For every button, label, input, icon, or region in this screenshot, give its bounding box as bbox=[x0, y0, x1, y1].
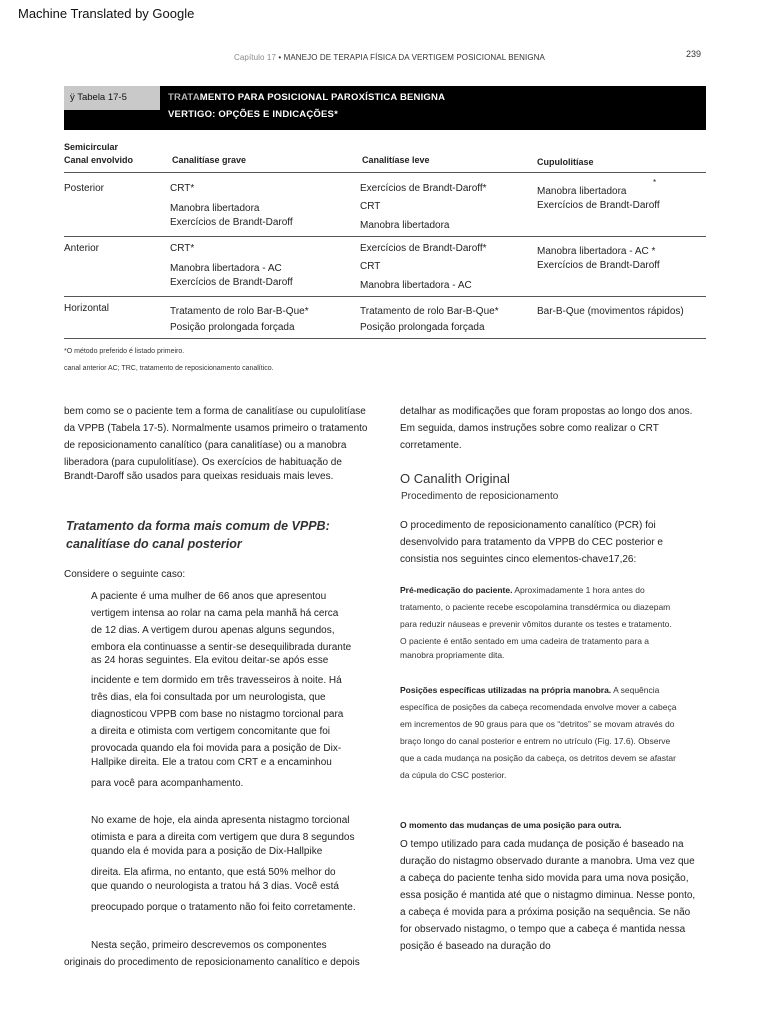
row-posterior-grave-3: Exercícios de Brandt-Daroff bbox=[170, 217, 293, 228]
row-posterior-cupulo-mark: * bbox=[653, 178, 657, 187]
row-posterior-leve-1: Exercícios de Brandt-Daroff* bbox=[360, 183, 487, 194]
table-title-line1 bbox=[168, 92, 445, 103]
machine-translated-label: Machine Translated by Google bbox=[18, 6, 195, 21]
row-posterior-canal: Posterior bbox=[64, 183, 105, 194]
timing-paragraph: O tempo utilizado para cada mudança de posição é baseado na duração do nistagmo observado durante a manobra. Uma vez que a cabeça do paciente tenha sido movida para uma nova posição, essa posição é mantida até que o nistagmo diminua. Nesse ponto, a cabeça é movida para a próxima posição na sequência. Se não for observado nistagmo, o tempo que a cabeça é mantida nessa posição é baseado na duração do bbox=[400, 839, 696, 952]
right-intro-paragraph: detalhar as modificações que foram propostas ao longo dos anos. Em seguida, damos instruções sobre como realizar o CRT corretamente. bbox=[400, 406, 693, 451]
consider-case-text: Considere o seguinte caso: bbox=[64, 569, 186, 580]
row-anterior-cupulo-1: Manobra libertadora - AC * bbox=[537, 246, 656, 257]
row-anterior-grave-3: Exercícios de Brandt-Daroff bbox=[170, 277, 293, 288]
table-label: ÿ Tabela 17-5 bbox=[70, 92, 127, 103]
row-anterior-leve-3: Manobra libertadora - AC bbox=[360, 280, 472, 291]
row-anterior-grave-1: CRT* bbox=[170, 243, 195, 254]
table-bottom-rule bbox=[64, 338, 706, 339]
premedication-paragraph: Pré-medicação do paciente. Aproximadamente 1 hora antes do tratamento, o paciente recebe escopolamina transdérmica ou diazepam para reduzir náuseas e prevenir vômitos durante os testes e tratamento. O paciente é então sentado em uma cadeira de tratamento para a manobra propriamente dita. bbox=[400, 585, 672, 660]
row-horizontal-canal: Horizontal bbox=[64, 303, 110, 314]
row-anterior-canal: Anterior bbox=[64, 243, 100, 254]
col-header-canal: Semicircular Canal envolvido bbox=[64, 142, 134, 165]
section-intro-paragraph: Nesta seção, primeiro descrevemos os componentes originais do procedimento de reposicionamento canalítico e depois bbox=[64, 940, 360, 968]
table-title-rest: MENTO PARA POSICIONAL PAROXÍSTICA BENIGNA bbox=[199, 92, 446, 103]
table-title-line2: VERTIGO: OPÇÕES E INDICAÇÕES* bbox=[168, 109, 338, 120]
table-header-rule bbox=[64, 172, 706, 173]
col-header-leve: Canalitíase leve bbox=[362, 155, 430, 165]
exam-paragraph: No exame de hoje, ela ainda apresenta nistagmo torcional otimista e para a direita com vertigem que dura 8 segundos quando ela é movida para a posição de Dix-Hallpike direita. Ela afirma, no entanto, que está 50% melhor do que quando o neurologista a tratou há 3 dias. Você está preocupado porque o tratamento não foi feito corretamente. bbox=[91, 815, 356, 913]
table-footnote-2: canal anterior AC; TRC, tratamento de reposicionamento canalítico. bbox=[64, 365, 274, 372]
row-anterior-cupulo-2: Exercícios de Brandt-Daroff bbox=[537, 260, 660, 271]
positions-heading: Posições específicas utilizadas na própria manobra. bbox=[400, 685, 612, 695]
left-intro-paragraph: bem como se o paciente tem a forma de canalitíase ou cupulolitíase da VPPB (Tabela 17-5). Normalmente usamos primeiro o tratamento de reposicionamento canalítico (para canalitíase) ou a manobra liberadora (para cupulolitíase). Os exercícios de habituação de Brandt-Daroff são usados para queixas residuais mais leves. bbox=[64, 406, 368, 482]
section-heading-canalith: O Canalith Original bbox=[400, 471, 510, 486]
positions-paragraph: Posições específicas utilizadas na própria manobra. A sequência específica de posições da cabeça recomendada envolve mover a cabeça em incrementos de 90 graus para que os “detritos” se movam através do braço longo do canal posterior e entrem no utrículo (Fig. 17.6). Observe que a cada mudança na posição da cabeça, os detritos devem se afastar da cúpula do CSC posterior. bbox=[400, 685, 677, 780]
row-posterior-leve-3: Manobra libertadora bbox=[360, 220, 450, 231]
case-paragraph: A paciente é uma mulher de 66 anos que apresentou vertigem intensa ao rolar na cama pela manhã há cerca de 12 dias. A vertigem durou apenas alguns segundos, embora ela continuasse a sentir-se desequilibrada durante as 24 horas seguintes. Ela evitou deitar-se após esse incidente e tem dormido em três travesseiros à noite. Há três dias, ela foi consultada por um neurologista, que diagnosticou VPPB com base no nistagmo torcional para a direita e otimista com vertigem concomitante que foi provocada quando ela foi movida para a posição de Dix- Hallpike direita. Ele a tratou com CRT e a encaminhou para você para acompanhamento. bbox=[91, 591, 352, 789]
row-horizontal-grave-1: Tratamento de rolo Bar-B-Que* bbox=[170, 306, 309, 317]
col-header-grave: Canalitíase grave bbox=[172, 155, 247, 165]
section-subheading: Procedimento de reposicionamento bbox=[401, 491, 559, 502]
row-anterior-leve-1: Exercícios de Brandt-Daroff* bbox=[360, 243, 487, 254]
running-title: • MANEJO DE TERAPIA FÍSICA DA VERTIGEM POSICIONAL BENIGNA bbox=[276, 53, 545, 62]
col-header-cupulo: Cupulolitíase bbox=[537, 157, 594, 167]
premedication-heading: Pré-medicação do paciente. bbox=[400, 585, 513, 595]
row-posterior-cupulo-2: Exercícios de Brandt-Daroff bbox=[537, 200, 660, 211]
table-title-highlight: TRATA bbox=[168, 92, 200, 103]
row-horizontal-leve-1: Tratamento de rolo Bar-B-Que* bbox=[360, 306, 499, 317]
row-posterior-grave-2: Manobra libertadora bbox=[170, 203, 260, 214]
page-number: 239 bbox=[686, 49, 702, 59]
chapter-label: Capítulo 17 bbox=[234, 53, 277, 62]
row-posterior-grave-1: CRT* bbox=[170, 183, 195, 194]
row-horizontal-cupulo-1: Bar-B-Que (movimentos rápidos) bbox=[537, 306, 684, 317]
timing-heading: O momento das mudanças de uma posição para outra. bbox=[400, 820, 622, 830]
table-footnote-1: *O método preferido é listado primeiro. bbox=[64, 348, 185, 355]
table-row-rule bbox=[64, 296, 706, 297]
row-horizontal-grave-2: Posição prolongada forçada bbox=[170, 322, 295, 333]
row-horizontal-leve-2: Posição prolongada forçada bbox=[360, 322, 485, 333]
row-posterior-leve-2: CRT bbox=[360, 201, 381, 212]
running-header bbox=[234, 53, 545, 62]
row-anterior-leve-2: CRT bbox=[360, 261, 381, 272]
row-anterior-grave-2: Manobra libertadora - AC bbox=[170, 263, 282, 274]
pcr-paragraph: O procedimento de reposicionamento canalítico (PCR) foi desenvolvido para tratamento da VPPB do CEC posterior e consistia nos seguintes cinco elementos-chave17,26: bbox=[400, 520, 663, 565]
table-row-rule bbox=[64, 236, 706, 237]
section-heading-vppb: Tratamento da forma mais comum de VPPB: canalitíase do canal posterior bbox=[66, 519, 330, 551]
row-posterior-cupulo-1: Manobra libertadora bbox=[537, 186, 627, 197]
